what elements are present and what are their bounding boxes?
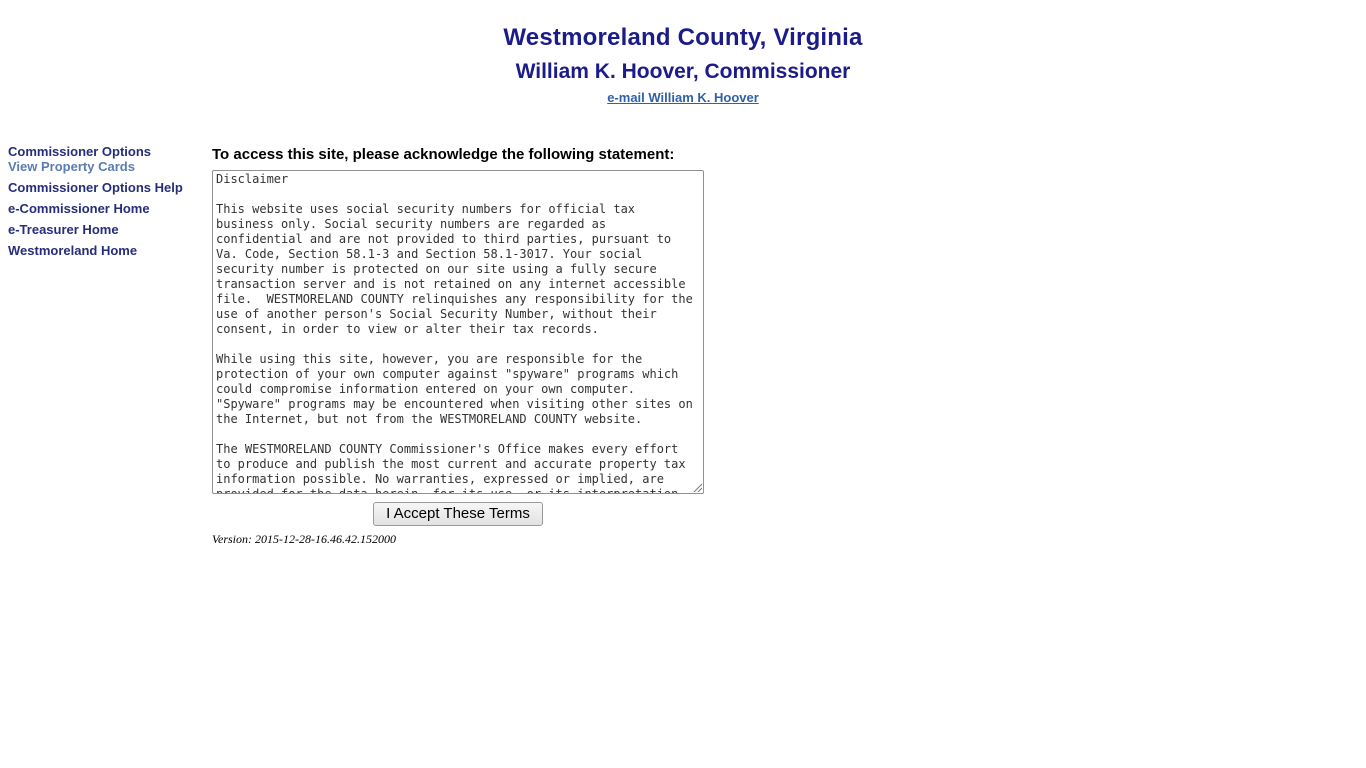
commissioner-subtitle: William K. Hoover, Commissioner bbox=[515, 60, 851, 83]
sidebar-item-commissioner-options-help[interactable]: Commissioner Options Help bbox=[8, 180, 183, 195]
disclaimer-container bbox=[212, 170, 704, 494]
sidebar-item-commissioner-options[interactable]: Commissioner Options bbox=[8, 144, 152, 159]
page-title: Westmoreland County, Virginia bbox=[503, 24, 863, 51]
sidebar-item-etreasurer-home[interactable]: e-Treasurer Home bbox=[8, 222, 119, 237]
version-text: Version: 2015-12-28-16.46.42.152000 bbox=[212, 532, 396, 546]
accept-terms-button[interactable]: I Accept These Terms bbox=[373, 502, 543, 526]
email-row bbox=[0, 89, 1366, 107]
sidebar-item-view-property-cards[interactable]: View Property Cards bbox=[8, 159, 135, 174]
sidebar-nav bbox=[8, 144, 208, 258]
acknowledge-prompt: To access this site, please acknowledge the following statement: bbox=[212, 146, 675, 163]
disclaimer-textarea[interactable] bbox=[212, 170, 704, 494]
sidebar-item-ecommissioner-home[interactable]: e-Commissioner Home bbox=[8, 201, 150, 216]
email-commissioner-link[interactable]: e-mail William K. Hoover bbox=[607, 90, 759, 105]
sidebar-item-westmoreland-home[interactable]: Westmoreland Home bbox=[8, 243, 138, 258]
button-row bbox=[212, 502, 704, 526]
